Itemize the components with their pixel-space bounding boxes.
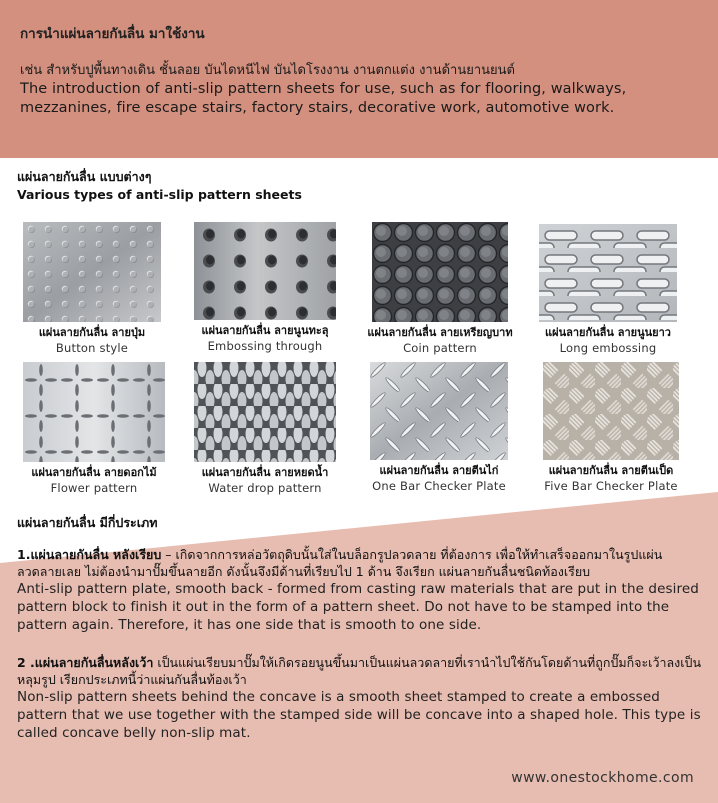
kind-description-thai	[17, 546, 707, 580]
pattern-name-english: Embossing through	[207, 339, 323, 353]
website-url: www.onestockhome.com	[511, 770, 694, 786]
pattern-name-thai: แผ่นลายกันลื่น ลายตีนไก่	[379, 464, 499, 477]
coin-pattern-image	[372, 222, 508, 322]
pattern-card	[364, 362, 514, 494]
pattern-name-english: Flower pattern	[50, 481, 138, 495]
five-bar-checker-image	[543, 362, 679, 460]
intro-uses-english: The introduction of anti-slip pattern sheets for use, such as for flooring, walkways, mezzanines, fire escape stairs, factory stairs, decorative work, automotive work.	[20, 81, 627, 116]
kind-body-thai: – เกิดจากการหล่อวัตถุดิบนั้นใส่ในบล็อกรูปลวดลาย ที่ต้องการ เพื่อให้ทำเสร็จออกมาในรูปแผ่นลวดลายเลย ไม่ต้องนำมาปั๊มขึ้นลายอีก ดังนั้นจึงมีด้านที่เรียบไป 1 ด้าน จึงเรียก แผ่นลายกันลื่นชนิดท้องเรียบ	[17, 547, 663, 579]
intro-title: การนำแผ่นลายกันลื่น มาใช้งาน	[20, 26, 205, 42]
pattern-name-thai: แผ่นลายกันลื่น ลายหยดน้ำ	[201, 466, 329, 479]
pattern-name-english: Water drop pattern	[208, 481, 322, 495]
kind-body-thai: เป็นแผ่นเรียบมาปั๊มให้เกิดรอยนูนขึ้นมาเป็นแผ่นลวดลายที่เรานำไปใช้กันโดยด้านที่ถูกปั๊มก็จะเว้าลงเป็นหลุมรูป เรียกประเภทนี้ว่าแผ่นกันลื่นท้องเว้า	[17, 655, 702, 687]
pattern-card	[190, 222, 340, 354]
pattern-card	[365, 222, 515, 356]
types-title-thai: แผ่นลายกันลื่น แบบต่างๆ	[17, 169, 152, 184]
pattern-name-english: Button style	[55, 341, 129, 355]
button-pattern-image	[23, 222, 161, 322]
pattern-card	[19, 362, 169, 496]
long-embossing-image	[539, 224, 677, 322]
pattern-name-english: Long embossing	[559, 341, 657, 355]
pattern-card	[190, 362, 340, 496]
pattern-card	[533, 224, 683, 356]
pattern-name-thai: แผ่นลายกันลื่น ลายนูนทะลุ	[201, 324, 329, 337]
pattern-name-english: Coin pattern	[403, 341, 477, 355]
kind-heading: 1.แผ่นลายกันลื่น หลังเรียบ	[17, 547, 162, 562]
kind-concave-back	[17, 654, 707, 742]
water-drop-image	[194, 362, 336, 462]
pattern-card	[17, 222, 167, 356]
pattern-name-english: One Bar Checker Plate	[372, 479, 506, 493]
kinds-title: แผ่นลายกันลื่น มีกี่ประเภท	[17, 515, 158, 530]
pattern-name-thai: แผ่นลายกันลื่น ลายเหรียญบาท	[367, 326, 513, 339]
pattern-name-thai: แผ่นลายกันลื่น ลายปุ่ม	[38, 326, 146, 339]
pattern-name-thai: แผ่นลายกันลื่น ลายดอกไม้	[31, 466, 157, 479]
kind-smooth-back	[17, 546, 707, 634]
pattern-card	[536, 362, 686, 494]
pattern-name-english: Five Bar Checker Plate	[544, 479, 678, 493]
kind-description-english: Non-slip pattern sheets behind the concave is a smooth sheet stamped to create a embossed pattern that we use together with the stamped side will be concave into a shaped hole. This type is called concave belly non-slip mat.	[17, 689, 701, 741]
embossing-through-image	[194, 222, 336, 320]
types-title-english: Various types of anti-slip pattern sheets	[17, 187, 302, 202]
intro-uses-thai: เช่น สำหรับปูพื้นทางเดิน ชั้นลอย บันไดหนีไฟ บันไดโรงงาน งานตกแต่ง งานด้านยานยนต์	[20, 63, 515, 78]
kind-description-english: Anti-slip pattern plate, smooth back - formed from casting raw materials that are put in the desired pattern block to finish it out in the form of a pattern sheet. Do not have to be stamped into the pattern again. Therefore, it has one side that is smooth to one side.	[17, 581, 699, 633]
pattern-name-thai: แผ่นลายกันลื่น ลายนูนยาว	[545, 326, 671, 339]
kind-description-thai	[17, 654, 707, 688]
pattern-name-thai: แผ่นลายกันลื่น ลายตีนเป็ด	[548, 464, 674, 477]
one-bar-checker-image	[370, 362, 508, 460]
kind-heading: 2 .แผ่นลายกันลื่นหลังเว้า	[17, 655, 154, 670]
flower-pattern-image	[23, 362, 165, 462]
